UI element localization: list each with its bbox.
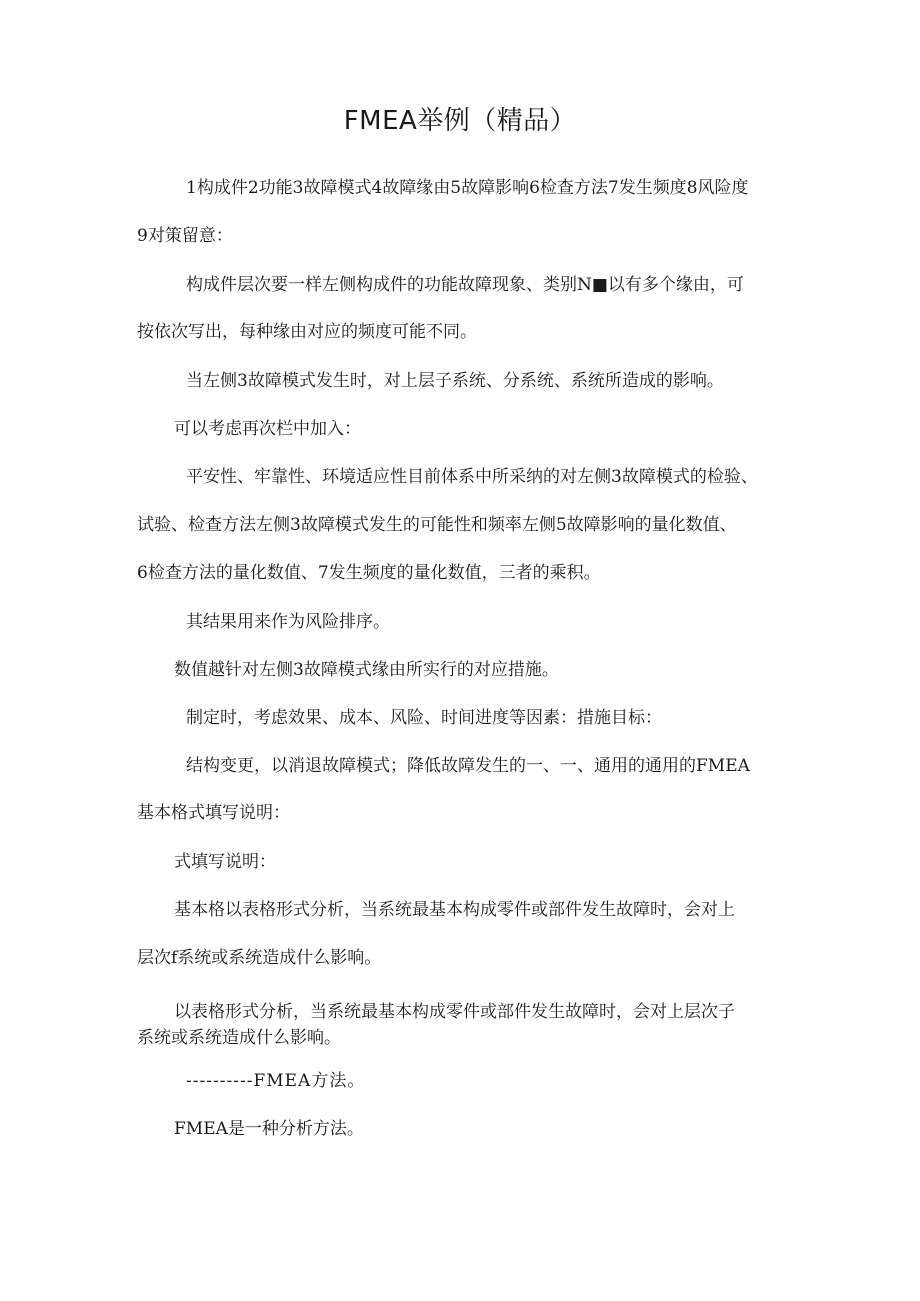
paragraph-line: 基本格以表格形式分析，当系统最基本构成零件或部件发生故障时，会对上	[174, 900, 735, 920]
paragraph-line: 当左侧3故障模式发生时，对上层子系统、分系统、系统所造成的影响。	[186, 371, 724, 391]
paragraph-line: 1构成件2功能3故障模式4故障缘由5故障影响6检查方法7发生频度8风险度	[186, 178, 749, 198]
paragraph-line: 结构变更，以消退故障模式；降低故障发生的一、一、通用的通用的FMEA	[186, 756, 750, 776]
paragraph-line: 构成件层次要一样左侧构成件的功能故障现象、类别N■以有多个缘由，可	[186, 275, 744, 295]
paragraph-line: 基本格式填写说明：	[137, 803, 290, 823]
document-title: FMEA举例（精品）	[343, 106, 577, 136]
paragraph-line: 6检查方法的量化数值、7发生频度的量化数值，三者的乘积。	[137, 563, 601, 583]
paragraph-line: FMEA是一种分析方法。	[174, 1119, 364, 1139]
paragraph-line: 制定时，考虑效果、成本、风险、时间进度等因素：措施目标：	[186, 708, 662, 728]
paragraph-line: 式填写说明：	[174, 852, 276, 872]
paragraph-line: 按依次写出，每种缘由对应的频度可能不同。	[137, 322, 477, 342]
paragraph-line: 可以考虑再次栏中加入：	[174, 419, 361, 439]
paragraph-line: 试验、检查方法左侧3故障模式发生的可能性和频率左侧5故障影响的量化数值、	[137, 515, 737, 535]
paragraph-line: 其结果用来作为风险排序。	[186, 612, 390, 632]
paragraph-line: 以表格形式分析，当系统最基本构成零件或部件发生故障时，会对上层次子	[174, 1002, 735, 1022]
paragraph-line: 平安性、牢靠性、环境适应性目前体系中所采纳的对左侧3故障模式的检验、	[186, 467, 758, 487]
paragraph-line: 系统或系统造成什么影响。	[137, 1028, 341, 1048]
paragraph-line: 9对策留意：	[137, 226, 233, 246]
paragraph-line: 数值越针对左侧3故障模式缘由所实行的对应措施。	[174, 660, 559, 680]
paragraph-line: 层次f系统或系统造成什么影响。	[137, 948, 382, 968]
paragraph-line: ----------FMEA方法。	[186, 1071, 366, 1091]
